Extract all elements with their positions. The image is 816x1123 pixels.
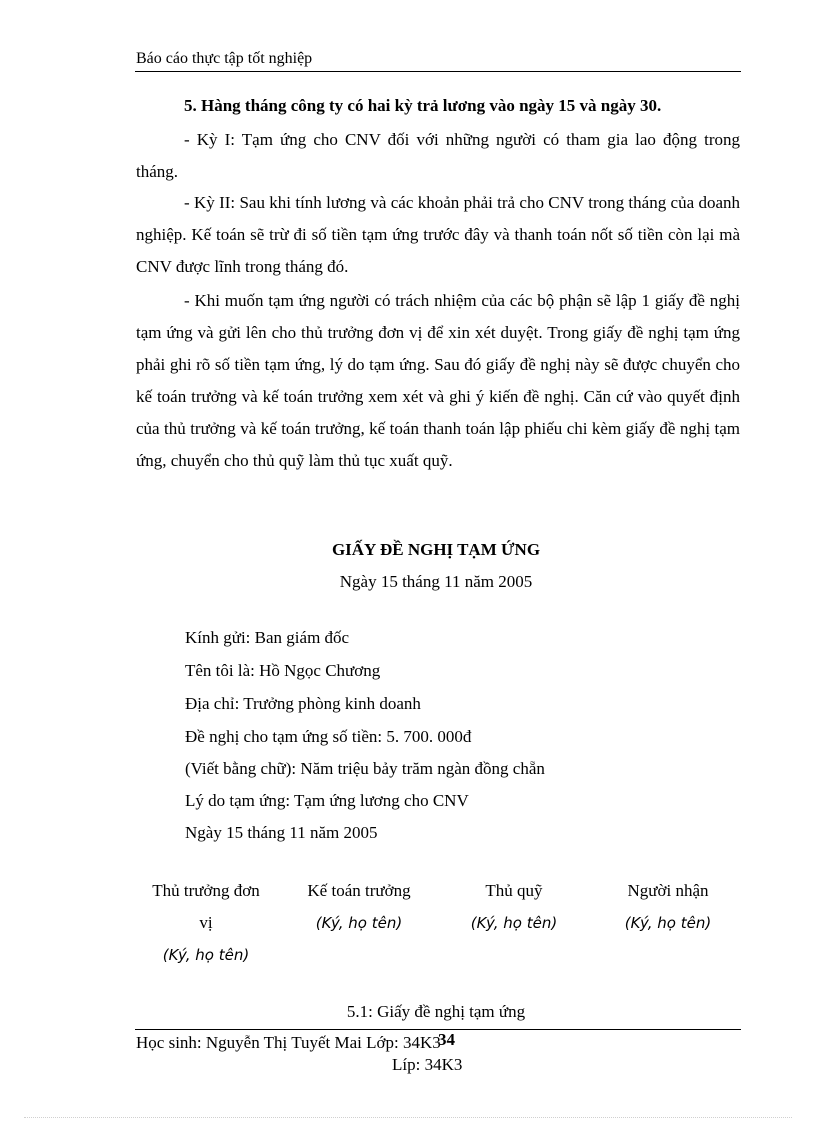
running-header: Báo cáo thực tập tốt nghiệp [136,50,313,67]
paragraph-ky-2: - Kỳ II: Sau khi tính lương và các khoản phải trả cho CNV trong tháng của doanh nghiệp. Kế toán sẽ trừ đi số tiền tạm ứng trước đây và thanh toán nốt số tiền còn lại mà CNV được lĩnh trong tháng đó. [136,193,740,276]
signature-thu-quy [439,875,589,939]
field-dia-chi: Địa chỉ: Trưởng phòng kinh doanh [185,694,421,713]
field-so-tien: Đề nghị cho tạm ứng số tiền: 5. 700. 000đ [185,727,472,746]
signature-hint: (Ký, họ tên) [315,914,403,932]
signature-role: Người nhận [627,881,709,900]
page-edge [24,1117,792,1118]
field-ly-do: Lý do tạm ứng: Tạm ứng lương cho CNV [185,791,469,810]
signature-role: Thủ quỹ [485,881,543,900]
footer-class: Líp: 34K3 [392,1055,463,1074]
signature-hint: (Ký, họ tên) [162,946,250,964]
signature-role-cont: vị [199,913,213,932]
signature-hint: (Ký, họ tên) [470,914,558,932]
paragraph-ky-1: - Kỳ I: Tạm ứng cho CNV đối với những người có tham gia lao động trong tháng. [136,130,740,181]
field-kinh-gui: Kính gửi: Ban giám đốc [185,628,350,647]
footer-student: Học sinh: Nguyễn Thị Tuyết Mai Lớp: 34K3 [136,1033,441,1052]
field-bang-chu: (Viết bằng chữ): Năm triệu bảy trăm ngàn đồng chẵn [185,759,545,778]
figure-caption: 5.1: Giấy đề nghị tạm ứng [346,1002,526,1021]
signature-ke-toan-truong [284,875,434,939]
signature-role: Kế toán trưởng [307,881,411,900]
header-rule [135,71,741,72]
page-number: 34 [438,1030,455,1049]
signature-hint: (Ký, họ tên) [624,914,712,932]
paragraph-tam-ung: - Khi muốn tạm ứng người có trách nhiệm của các bộ phận sẽ lập 1 giấy đề nghị tạm ứng và gửi lên cho thủ trưởng đơn vị để xin xét duyệt. Trong giấy đề nghị tạm ứng phải ghi rõ số tiền tạm ứng, lý do tạm ứng. Sau đó giấy đề nghị này sẽ được chuyển cho kế toán trưởng và kế toán trưởng xem xét và ghi ý kiến đề nghị. Căn cứ vào quyết định của thủ trưởng và kế toán trưởng, kế toán thanh toán lập phiếu chi kèm giấy đề nghị tạm ứng, chuyển cho thủ quỹ làm thủ tục xuất quỹ. [136,291,740,470]
section-heading: 5. Hàng tháng công ty có hai kỳ trả lương vào ngày 15 và ngày 30. [184,96,662,115]
signature-thu-truong [131,875,281,971]
field-ten: Tên tôi là: Hồ Ngọc Chương [185,661,381,680]
field-ngay: Ngày 15 tháng 11 năm 2005 [185,823,378,842]
signature-role: Thủ trưởng đơn [152,881,260,900]
form-title: GIẤY ĐỀ NGHỊ TẠM ỨNG [331,540,541,559]
signature-nguoi-nhan [593,875,743,939]
form-date: Ngày 15 tháng 11 năm 2005 [339,572,533,591]
